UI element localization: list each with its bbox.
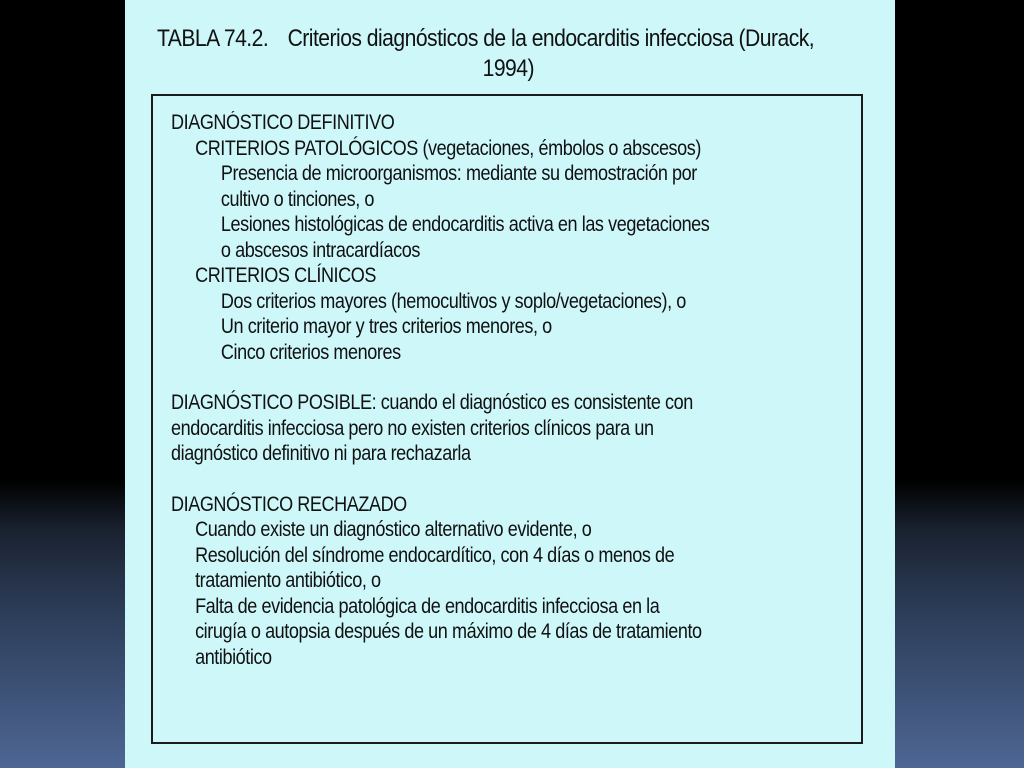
rejected-criteria-line: Falta de evidencia patológica de endocarditis infecciosa en la — [195, 594, 660, 618]
definitive-heading: DIAGNÓSTICO DEFINITIVO — [171, 111, 395, 134]
title-text: Criterios diagnósticos de la endocarditis infecciosa (Durack, — [287, 25, 815, 52]
title-line-continued: 1994) — [482, 55, 534, 82]
rejected-criteria-line: cirugía o autopsia después de un máximo de 4 días de tratamiento — [195, 620, 702, 643]
pathological-criteria-line: Lesiones histológicas de endocarditis activa en las vegetaciones — [220, 213, 710, 236]
pathological-criteria-heading: CRITERIOS PATOLÓGICOS (vegetaciones, émbolos o abscesos) — [195, 136, 701, 160]
table-number: TABLA 74.2. — [157, 25, 269, 52]
clinical-criteria-line: Cinco criterios menores — [220, 340, 401, 364]
criteria-content — [171, 110, 709, 670]
rejected-heading: DIAGNÓSTICO RECHAZADO — [171, 492, 407, 516]
criteria-table-box — [151, 94, 863, 744]
pathological-criteria-line: o abscesos intracardíacos — [220, 238, 420, 262]
pathological-criteria-line: cultivo o tinciones, o — [220, 187, 375, 211]
rejected-criteria-line: tratamiento antibiótico, o — [195, 569, 381, 592]
rejected-criteria-line: antibiótico — [195, 645, 272, 669]
section-spacer — [171, 365, 709, 390]
slide-page — [125, 0, 895, 768]
rejected-criteria-line: Resolución del síndrome endocardítico, con 4 días o menos de — [195, 543, 675, 567]
possible-diagnosis-line: endocarditis infecciosa pero no existen criterios clínicos para un — [171, 416, 654, 440]
possible-diagnosis-line: diagnóstico definitivo ni para rechazarla — [171, 442, 471, 465]
rejected-criteria-line: Cuando existe un diagnóstico alternativo evidente, o — [195, 518, 592, 541]
clinical-criteria-line: Un criterio mayor y tres criterios menores, o — [220, 315, 552, 338]
pathological-criteria-line: Presencia de microorganismos: mediante su demostración por — [220, 162, 697, 185]
clinical-criteria-line: Dos criterios mayores (hemocultivos y soplo/vegetaciones), o — [220, 289, 686, 313]
section-spacer — [171, 467, 709, 492]
clinical-criteria-heading: CRITERIOS CLÍNICOS — [195, 264, 377, 287]
title-line — [157, 24, 867, 54]
table-title — [157, 24, 867, 84]
possible-diagnosis-line: DIAGNÓSTICO POSIBLE: cuando el diagnóstico es consistente con — [171, 391, 693, 414]
